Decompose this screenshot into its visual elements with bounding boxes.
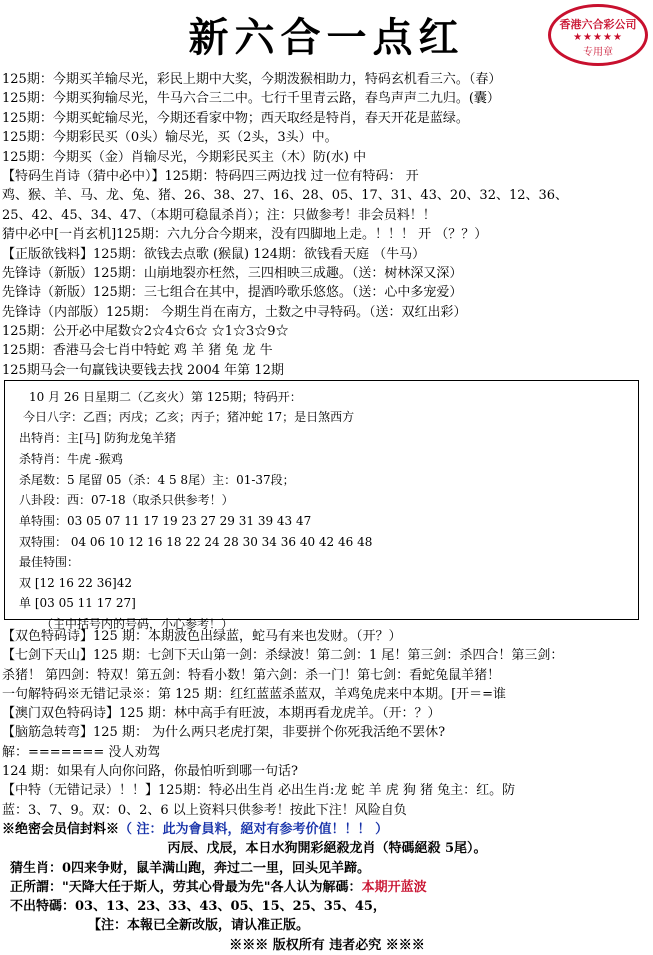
box-line: （主中括号内的号码，小心参考！） [41, 617, 234, 631]
text-line: 先锋诗（新版）125期：三七组合在其中，提酒吟歌乐悠悠。（送：心中多宠爱） [2, 285, 463, 301]
text-line: 【脑筋急转弯】125 期： 为什么两只老虎打架，非要拼个你死我活绝不罢休? [2, 725, 446, 741]
box-line: 杀尾数：5 尾留 05（杀：4 5 8尾）主：01-37段； [19, 473, 295, 487]
text-line: 鸡、猴、羊、马、龙、兔、猪、26、38、27、16、28、05、17、31、43、20、32、12、36、 [2, 188, 569, 204]
footer-copyright: ※※※ 版权所有 违者必究 ※※※ [229, 937, 425, 953]
member-notice [2, 820, 652, 839]
exclude-line [2, 897, 652, 916]
company-seal [548, 4, 648, 66]
text-line: 猜中必中[一肖玄机]125期：六九分合今期来，没有四脚地上走。！！！ 开 （？？） [2, 227, 488, 243]
exclude-value: 03、13、23、33、43、05、15、25、35、45， [75, 899, 386, 915]
exclude-label: 不出特碼： [10, 899, 76, 915]
box-line: 双 [12 16 22 36]42 [19, 576, 132, 590]
text-line: 先锋诗（新版）125期：山崩地裂亦枉然，三四相映三成趣。（送：树林深又深） [2, 265, 463, 281]
saying-answer: 本期开蓝波 [361, 879, 427, 895]
seal-stars: ★★★★★ [573, 32, 623, 43]
box-line: 单特围：03 05 07 11 17 19 23 27 29 31 39 43 47 [19, 514, 312, 528]
text-line: 先锋诗（内部版）125期： 今期生肖在南方，土数之中寻特码。（送：双红出彩） [2, 304, 467, 320]
box-line: 单 [03 05 11 17 27] [19, 596, 136, 610]
text-line: 【澳门双色特码诗】125 期：林中高手有旺波，本期再看龙虎羊。（开：？） [2, 706, 441, 722]
text-line: 【特码生肖诗（猜中必中）】125期：特码四三两边找 过一位有特码： 开 [2, 168, 419, 184]
text-line: 丙辰、戊辰，本日水狗開彩絕殺龙肖（特碼絕殺 5尾）。 [167, 841, 487, 857]
text-line: 125期：今期买（金）肖输尽光，今期彩民买主（木）防(水) 中 [2, 149, 367, 165]
text-line: 25、42、45、34、47、（本期可稳鼠杀肖）；注：只做参考！非会员料！！ [2, 207, 436, 223]
box-line: 10 月 26 日星期二（乙亥火）第 125期；特码开： [29, 390, 302, 404]
bottom-section [2, 627, 652, 955]
text-line: 125期：香港马会七肖中特蛇 鸡 羊 猪 兔 龙 牛 [2, 343, 273, 359]
text-line: 125期：今期买羊输尽光，彩民上期中大奖，今期泼猴相助力，特码玄机看三六。（春） [2, 72, 502, 87]
saying-quote: "天降大任于斯人，劳其心骨最为先"各人认为解碼： [62, 879, 362, 895]
text-line: 【双色特码诗】125 期：本期波色出绿蓝，蛇马有来也发财。（开？） [2, 629, 402, 644]
text-line: 【七剑下天山】125 期：七剑下天山第一剑：杀绿波！第二剑：1 尾！第三剑：杀四合！第三剑： [2, 648, 564, 664]
top-section [2, 70, 652, 380]
seal-line2: 专用章 [583, 47, 613, 58]
text-line: 125期：公开必中尾数☆2☆4☆6☆ ☆1☆3☆9☆ [2, 324, 289, 340]
seal-line1: 香港六合彩公司 [559, 18, 637, 31]
saying-line [2, 878, 652, 897]
box-line: 八卦段：西：07-18（取杀只供参考！） [19, 493, 234, 507]
box-line: 杀特肖：牛虎 -猴鸡 [19, 452, 123, 466]
text-line: 125期：今期彩民买（0头）输尽光，买（2头，3头）中。 [2, 130, 338, 146]
text-line: 125期马会一句赢钱诀要钱去找 2004 年第 12期 [2, 362, 284, 378]
text-line: 124 期：如果有人向你问路，你最怕听到哪一句话? [2, 764, 298, 780]
footer-note: 【注：本報已全新改版，请认准正版。 [88, 918, 310, 934]
text-line: 一句解特码※无错记录※：第 125 期：红红蓝蓝杀蓝双，羊鸡兔虎来中本期。[开＝=谁 [2, 686, 507, 702]
saying-label: 正所謂： [10, 879, 63, 895]
box-line: 最佳特围： [19, 555, 80, 569]
member-notice-prefix: ※绝密会员信封料※ [2, 821, 120, 837]
text-line: 蓝：3、7、9。双：0、2、6 以上资料只供参考！按此下注！风险自负 [2, 802, 407, 818]
box-line: 出特肖：主[马] 防狗龙兔羊猪 [19, 431, 177, 445]
text-line: 125期：今期买蛇输尽光，今期还看家中物；西天取经是特肖，春天开花是蓝绿。 [2, 110, 469, 126]
text-line: 125期：今期买狗输尽光，牛马六合三二中。七行千里青云路，春鸟声声二九归。(囊） [2, 91, 500, 107]
daily-info-box [4, 380, 639, 631]
text-line: 杀猪！ 第四剑：特双！第五剑：特看小数！第六剑：杀一门！第七剑：看蛇兔鼠羊猪！ [2, 667, 501, 683]
page-title: 新六合一点红 [188, 14, 465, 61]
box-line: 双特围： 04 06 10 12 16 18 22 24 28 30 34 36 40 42 46 48 [19, 535, 373, 549]
text-line: 猜生肖：0四来争财，鼠羊满山跑，奔过二一里，回头见羊蹄。 [10, 860, 371, 876]
member-notice-text: （ 注：此为會員料，絕对有参考价值！！！ ） [119, 821, 389, 837]
text-line: 【正版欲钱料】125期：欲钱去点歌 (猴鼠) 124期：欲钱看天庭 （牛马） [2, 246, 426, 262]
text-line: 【中特（无错记录）！！】125期：特必出生肖 必出生肖:龙 蛇 羊 虎 狗 猪 兔主：红。防 [2, 783, 516, 799]
text-line: 解：======= 没人劝驾 [2, 744, 161, 760]
box-line: 今日八字：乙酉；丙戌；乙亥；丙子；猪冲蛇 17；是日煞西方 [23, 410, 355, 424]
